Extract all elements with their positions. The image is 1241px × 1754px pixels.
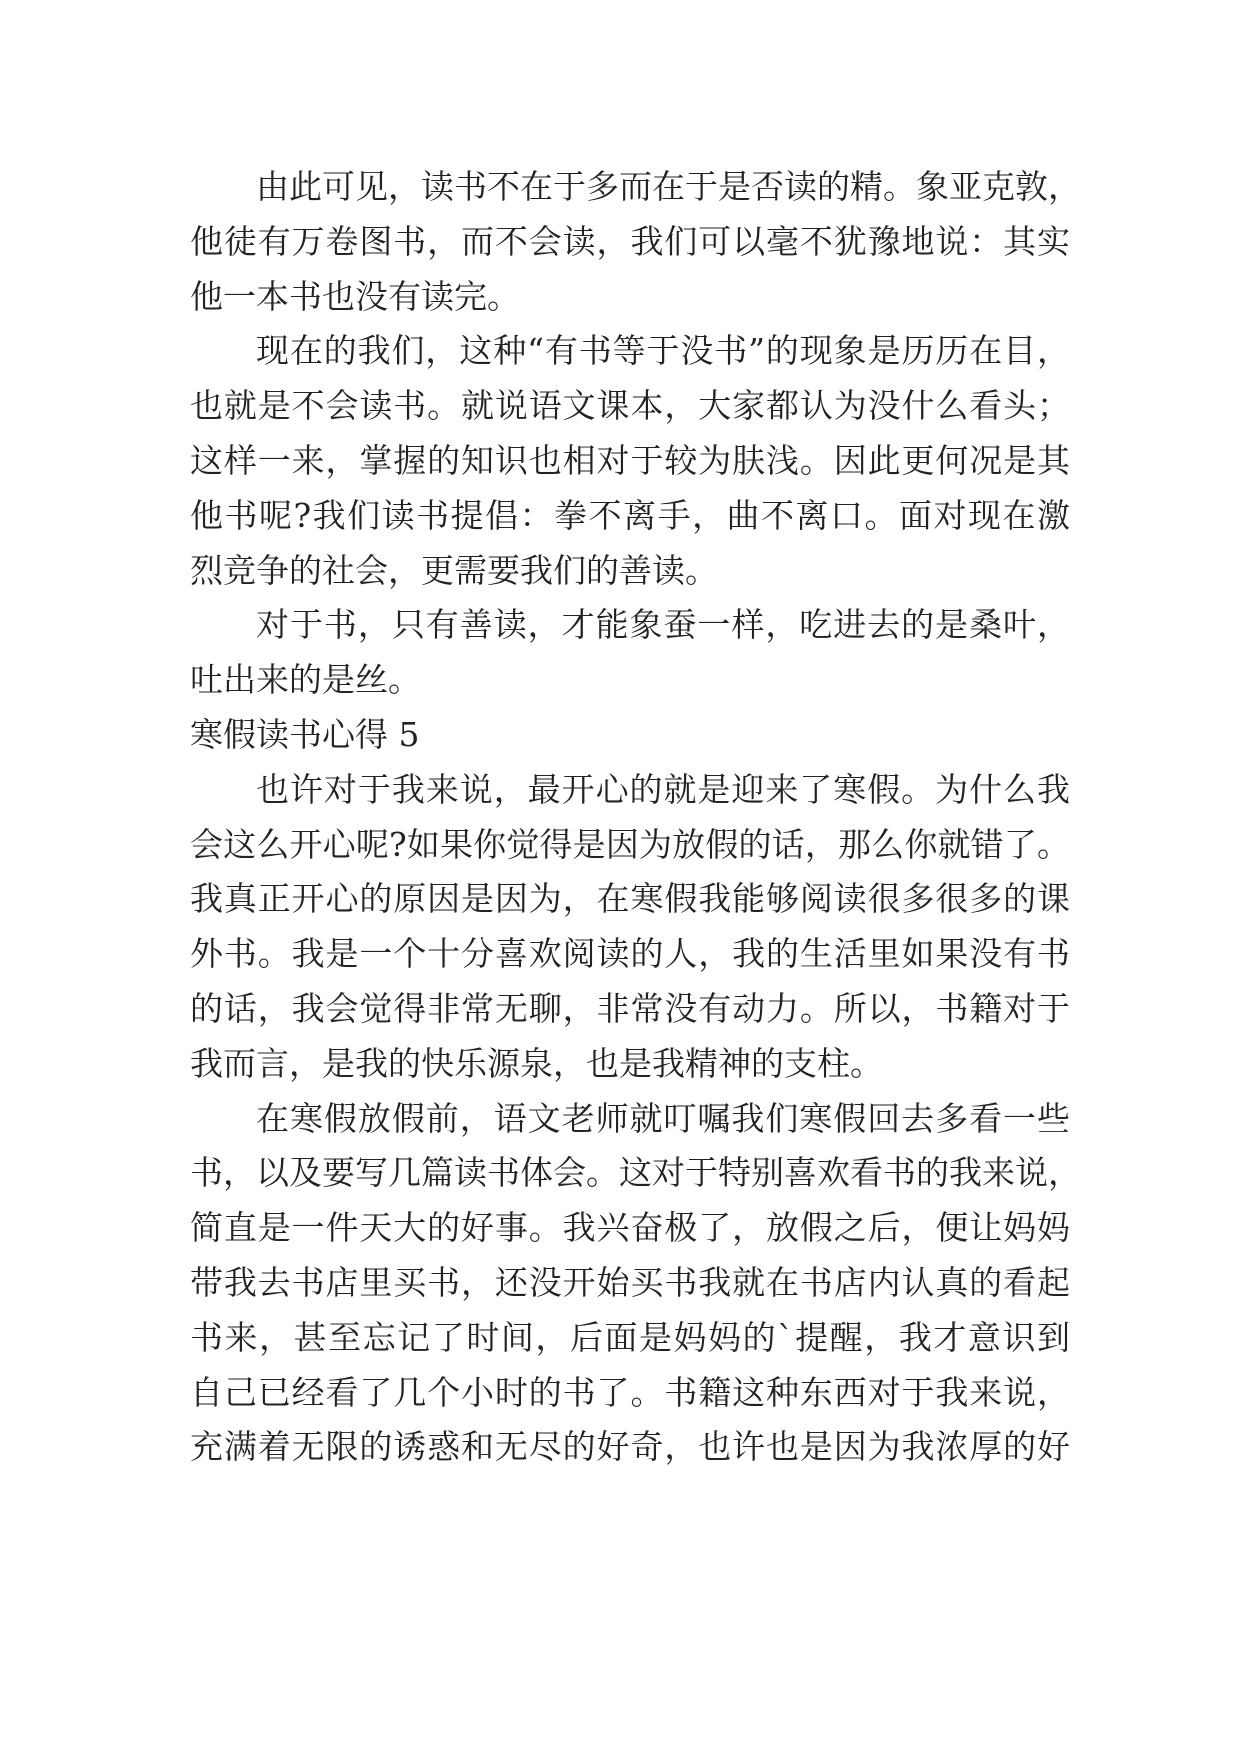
paragraph	[190, 1092, 1081, 1476]
text-line: 外书。我是一个十分喜欢阅读的人，我的生活里如果没有书	[190, 934, 1070, 974]
paragraph	[190, 598, 1070, 708]
text-line: 充满着无限的诱惑和无尽的好奇，也许也是因为我浓厚的好	[190, 1427, 1070, 1467]
text-line: 烈竞争的社会，更需要我们的善读。	[190, 550, 718, 590]
text-line: 我而言，是我的快乐源泉，也是我精神的支柱。	[190, 1043, 883, 1083]
document-body	[190, 160, 1081, 1475]
section-heading: 寒假读书心得 5	[190, 714, 420, 754]
text-line: 他徒有万卷图书，而不会读，我们可以毫不犹豫地说：其实	[190, 221, 1070, 261]
text-line: 也许对于我来说，最开心的就是迎来了寒假。为什么我	[256, 769, 1070, 809]
text-line: 带我去书店里买书，还没开始买书我就在书店内认真的看起	[190, 1262, 1070, 1302]
paragraph	[190, 160, 1081, 324]
text-line: 吐出来的是丝。	[190, 660, 421, 700]
paragraph	[190, 324, 1070, 598]
text-line: 我真正开心的原因是因为，在寒假我能够阅读很多很多的课	[190, 879, 1070, 919]
text-line: 对于书，只有善读，才能象蚕一样，吃进去的是桑叶，	[256, 605, 1070, 645]
text-line: 书来，甚至忘记了时间，后面是妈妈的`提醒，我才意识到	[190, 1317, 1070, 1357]
text-line: 由此可见，读书不在于多而在于是否读的精。象亚克敦，	[256, 167, 1081, 206]
text-line: 书，以及要写几篇读书体会。这对于特别喜欢看书的我来说，	[190, 1153, 1081, 1193]
text-line: 他书呢?我们读书提倡：拳不离手，曲不离口。面对现在激	[190, 495, 1070, 535]
text-line: 这样一来，掌握的知识也相对于较为肤浅。因此更何况是其	[190, 440, 1070, 480]
text-line: 自己已经看了几个小时的书了。书籍这种东西对于我来说，	[190, 1372, 1070, 1412]
text-line: 在寒假放假前，语文老师就叮嘱我们寒假回去多看一些	[256, 1098, 1070, 1138]
text-line: 他一本书也没有读完。	[190, 276, 520, 316]
paragraph	[190, 763, 1070, 1092]
text-line: 简直是一件天大的好事。我兴奋极了，放假之后，便让妈妈	[190, 1208, 1070, 1248]
text-line: 会这么开心呢?如果你觉得是因为放假的话，那么你就错了。	[190, 824, 1070, 864]
text-line: 也就是不会读书。就说语文课本，大家都认为没什么看头；	[190, 386, 1070, 426]
text-line: 现在的我们，这种“有书等于没书”的现象是历历在目，	[256, 331, 1070, 371]
text-line: 的话，我会觉得非常无聊，非常没有动力。所以，书籍对于	[190, 988, 1070, 1028]
